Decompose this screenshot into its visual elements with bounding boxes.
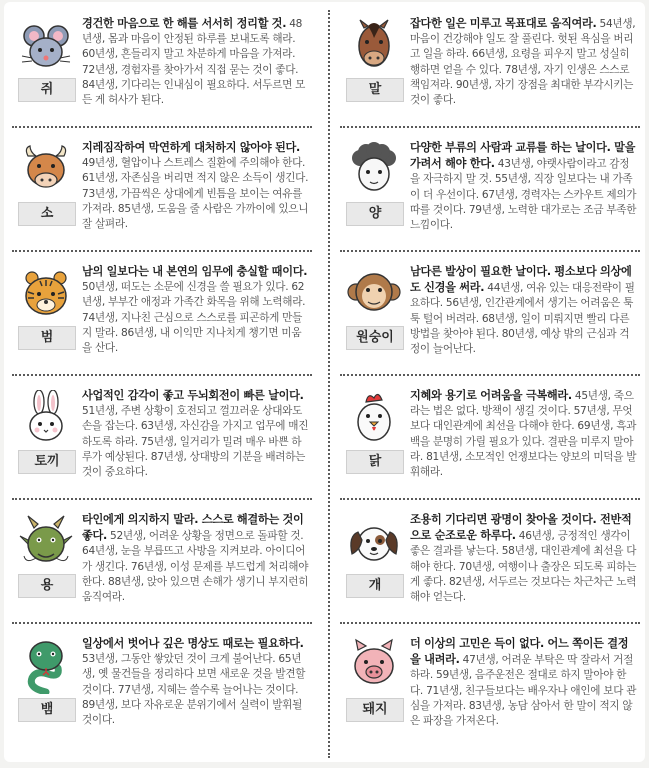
zodiac-icon-box [14,390,78,474]
zodiac-name: 원숭이 [346,326,404,350]
fortune-headline: 지레짐작하여 막연하게 대처하지 않아야 된다. [82,141,300,154]
fortune-headline: 더 이상의 고민은 득이 없다. 어느 쪽이든 결정을 내려라. [410,637,629,667]
fortune-headline: 다양한 부류의 사람과 교류를 하는 날이다. 말을 가려서 해야 한다. [410,141,636,171]
fortune-text [410,636,638,729]
rooster-icon [346,390,402,446]
zodiac-icon-box [14,266,78,350]
fortune-text [82,140,310,232]
zodiac-icon-box [342,18,406,102]
fortune-headline: 일상에서 벗어나 깊은 명상도 때로는 필요하다. [82,637,304,650]
zodiac-name: 용 [18,574,76,598]
fortune-headline: 남의 일보다는 내 본연의 임무에 충실할 때이다. [82,265,308,278]
zodiac-icon-box [14,142,78,226]
fortune-body: 51년생, 주변 상황이 호전되고 껄끄러운 상대와도 손을 잡는다. 63년생, 자신감을 가지고 업무에 매진하도록 하라. 75년생, 일거리가 밀려 매우 바쁜 하루가 예상된다. 87년생, 상대방의 기분을 배려하는 것이 중요하다. [82,405,309,479]
fortune-body: 44년생, 여유 있는 대응전략이 필요하다. 56년생, 인간관계에서 생기는 어려움은 툭툭 털어 버려라. 68년생, 일이 미뤄지면 빨리 다른 방법을 찾아야 된다. 80년생, 예상 밖의 근심과 걱정이 늘어난다. [410,282,635,356]
zodiac-name: 뱀 [18,698,76,722]
zodiac-entry-snake [12,628,312,746]
ox-icon [18,142,74,198]
fortune-text [410,264,638,357]
zodiac-entry-dragon [12,504,312,624]
fortune-headline: 지혜와 용기로 어려움을 극복해라. [410,389,572,402]
zodiac-entry-monkey [340,256,640,376]
zodiac-entry-pig [340,628,640,746]
fortune-headline: 남다른 발상이 필요한 날이다. 평소보다 의상에도 신경을 써라. [410,265,632,295]
fortune-body: 48년생, 몸과 마음이 안정된 하루를 보내도록 해라. 60년생, 흔들리지 말고 차분하게 마음을 가져라. 72년생, 경험자를 찾아가서 직접 묻는 것이 좋다. 84년생, 기다리는 인내심이 필요하다. 서두르면 모든 게 허사가 된다. [82,18,306,107]
fortune-headline: 잡다한 일은 미루고 목표대로 움직여라. [410,17,597,30]
fortune-body: 54년생, 마음이 건강해야 일도 잘 풀린다. 헛된 욕심을 버리고 일을 하라. 66년생, 요령을 피우지 말고 성실히 행하면 얻을 수 있다. 78년생, 자기 인생은 스스로 책임져라. 90년생, 자기 장점을 최대한 부각시키는 것이 좋다. [410,18,636,107]
zodiac-name: 소 [18,202,76,226]
fortune-text [82,512,310,605]
column-divider [328,10,330,758]
zodiac-entry-dog [340,504,640,624]
zodiac-name: 개 [346,574,404,598]
fortune-text [82,388,310,480]
fortune-body: 52년생, 어려운 상황을 정면으로 돌파할 것. 64년생, 눈을 부릅뜨고 사방을 지켜보라. 아이디어가 생긴다. 76년생, 이성 문제를 부드럽게 처리해야 한다. 88년생, 앉아 있으면 손해가 생기니 부지런히 움직여라. [82,530,309,604]
zodiac-entry-rat [12,8,312,128]
fortune-text [82,636,310,728]
zodiac-entry-rabbit [12,380,312,500]
zodiac-name: 돼지 [346,698,404,722]
zodiac-entry-sheep [340,132,640,252]
zodiac-name: 토끼 [18,450,76,474]
fortune-text [410,16,638,108]
zodiac-entry-tiger [12,256,312,376]
zodiac-entry-horse [340,8,640,128]
fortune-body: 46년생, 긍정적인 생각이 좋은 결과를 낳는다. 58년생, 대인관계에 최선을 다해야 한다. 70년생, 여행이나 출장은 되도록 피하는 게 좋다. 82년생, 서두르는 것보다는 차근차근 노력해야 얻는다. [410,530,637,604]
fortune-body: 47년생, 어려운 부탁은 딱 잘라서 거절하라. 59년생, 음주운전은 절대로 하지 말아야 한다. 71년생, 친구들보다는 배우자나 애인에 보다 관심을 가져라. 83년생, 농담 삼아서 한 말이 적지 않은 파장을 가져온다. [410,654,637,728]
horse-icon [346,18,402,74]
pig-icon [346,638,402,694]
zodiac-entry-ox [12,132,312,252]
fortune-headline: 타인에게 의지하지 말라. 스스로 해결하는 것이 좋다. [82,513,304,543]
zodiac-icon-box [14,514,78,598]
zodiac-name: 닭 [346,450,404,474]
dog-icon [346,514,402,570]
monkey-icon [346,266,402,322]
fortune-text [82,16,310,108]
fortune-headline: 사업적인 감각이 좋고 두뇌회전이 빠른 날이다. [82,389,304,402]
fortune-body: 53년생, 그동안 쌓았던 것이 크게 불어난다. 65년생, 옛 물건들을 정리하다 보면 새로운 것을 발견할 것이다. 77년생, 지혜는 쓸수록 늘어나는 것이다. 89년생, 보다 자유로운 분위기에서 실력이 발휘될 것이다. [82,653,306,727]
zodiac-entry-rooster [340,380,640,500]
zodiac-icon-box [342,266,406,350]
fortune-headline: 경건한 마음으로 한 해를 서서히 정리할 것. [82,17,287,30]
fortune-body: 50년생, 떠도는 소문에 신경을 쓸 필요가 있다. 62년생, 부부간 애정과 가족간 화목을 위해 노력해라. 74년생, 지나친 근심으로 스스로를 피곤하게 만들지 말라. 86년생, 내 이익만 지나치게 챙기면 미움을 산다. [82,281,306,355]
zodiac-name: 양 [346,202,404,226]
zodiac-icon-box [342,142,406,226]
rabbit-icon [18,390,74,446]
snake-icon [18,638,74,694]
tiger-icon [18,266,74,322]
zodiac-icon-box [342,638,406,722]
fortune-text [410,512,638,605]
zodiac-name: 범 [18,326,76,350]
fortune-headline: 조용히 기다리면 광명이 찾아올 것이다. 전반적으로 순조로운 하루다. [410,513,632,543]
fortune-body: 43년생, 야랫사람이라고 감정을 자극하지 말 것. 55년생, 직장 일보다는 내 가족이 더 우선이다. 67년생, 경력자는 스카우트 제의가 따를 것이다. 79년생, 노력한 대가로는 조금 부족한 느낌이다. [410,158,637,232]
zodiac-icon-box [342,514,406,598]
fortune-body: 45년생, 죽으라는 법은 없다. 방책이 생길 것이다. 57년생, 무엇보다 대인관계에 최선을 다해야 한다. 69년생, 흑과 백을 분명히 가릴 필요가 있다. 결판을 미루지 말아라. 81년생, 소모적인 언쟁보다는 양보의 미덕을 발휘해라. [410,390,637,479]
zodiac-name: 쥐 [18,78,76,102]
fortune-text [82,264,310,356]
fortune-body: 49년생, 혈압이나 스트레스 질환에 주의해야 한다. 61년생, 자존심을 버리면 적지 않은 소득이 생긴다. 73년생, 가끔씩은 상대에게 빈틈을 보이는 여유를 가져라. 85년생, 도움을 줄 사람은 가까이에 있으니 잘 살펴라. [82,157,309,231]
dragon-icon [18,514,74,570]
fortune-text [410,388,638,480]
rat-icon [18,18,74,74]
zodiac-icon-box [14,18,78,102]
sheep-icon [346,142,402,198]
horoscope-sheet [4,2,645,762]
zodiac-icon-box [14,638,78,722]
zodiac-icon-box [342,390,406,474]
zodiac-name: 말 [346,78,404,102]
fortune-text [410,140,638,233]
